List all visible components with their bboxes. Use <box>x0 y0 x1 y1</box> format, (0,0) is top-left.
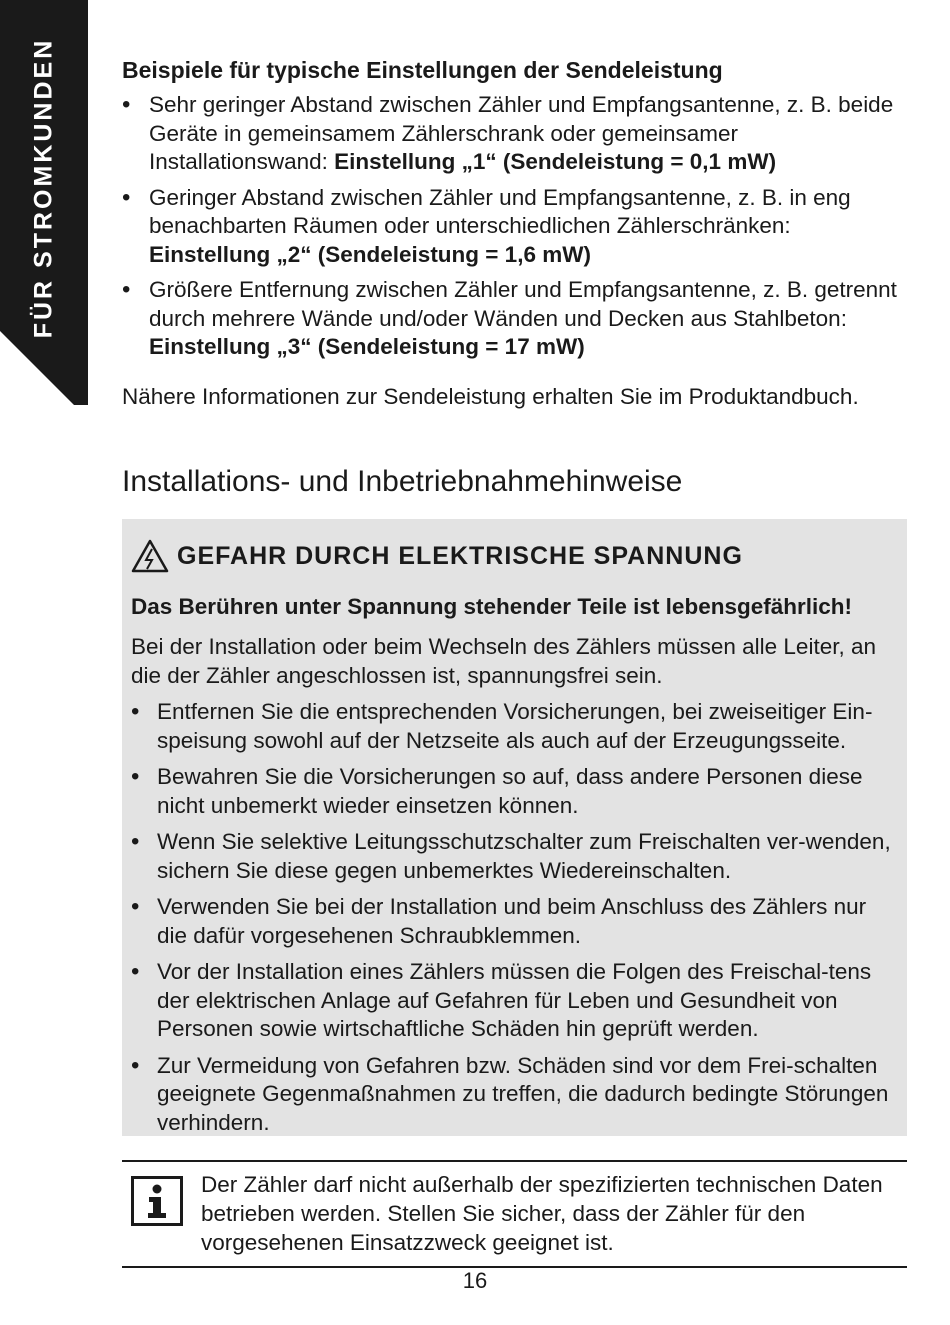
warning-header <box>131 539 901 573</box>
info-note <box>122 1160 907 1268</box>
info-text: Der Zähler darf nicht außerhalb der spezifizierten technischen Daten betrieben werden. Stellen Sie sicher, dass der Zähler für den vorgesehenen Einsatzzweck geeignet ist. <box>201 1172 883 1255</box>
list-item <box>122 91 907 177</box>
page-number: 16 <box>462 1268 488 1293</box>
list-item: • Bewahren Sie die Vorsicherungen so auf, dass andere Personen diese nicht unbemerkt wieder einsetzen können. <box>131 763 901 820</box>
list-item: • Verwenden Sie bei der Installation und beim Anschluss des Zählers nur die dafür vorgesehenen Schraubklemmen. <box>131 893 901 950</box>
side-tab <box>0 0 88 405</box>
warning-subtitle: Das Berühren unter Spannung stehender Teile ist lebensgefährlich! <box>131 594 852 619</box>
side-tab-label: FÜR STROMKUNDEN <box>29 37 58 339</box>
list-item <box>122 276 907 362</box>
settings-list <box>122 91 907 362</box>
section-title: Installations- und Inbetriebnahmehinweise <box>122 465 683 498</box>
list-item-text: Geringer Abstand zwischen Zähler und Empfangsantenne, z. B. in eng benachbarten Räumen oder unterschiedlichen Zählerschränken: <box>149 184 851 238</box>
list-item-setting: Einstellung „2“ (Sendeleistung = 1,6 mW) <box>149 241 591 267</box>
warning-box <box>122 519 907 1136</box>
high-voltage-warning-icon <box>131 539 169 573</box>
settings-section <box>122 56 907 369</box>
list-item: • Entfernen Sie die entsprechenden Vorsicherungen, bei zweiseitiger Ein-speisung sowohl auf der Netzseite als auch auf der Erzeugungsseite. <box>131 698 901 755</box>
list-item-setting: Einstellung „1“ (Sendeleistung = 0,1 mW) <box>334 149 777 174</box>
settings-note: Nähere Informationen zur Sendeleistung erhalten Sie im Produktandbuch. <box>122 384 859 409</box>
list-item: • Vor der Installation eines Zählers müssen die Folgen des Freischal-tens der elektrischen Anlage auf Gefahren für Leben und Gesundheit von Personen sowie wirtschaftliche Schäden hin geprüft werden. <box>131 958 901 1044</box>
warning-intro: Bei der Installation oder beim Wechseln des Zählers müssen alle Leiter, an die der Zähler angeschlossen ist, spannungsfrei sein. <box>131 634 876 688</box>
side-tab-corner-cut <box>0 331 74 405</box>
list-item-text: Größere Entfernung zwischen Zähler und Empfangsantenne, z. B. getrennt durch mehrere Wände und/oder Wänden und Decken aus Stahlbeton: <box>149 277 897 331</box>
settings-heading: Beispiele für typische Einstellungen der Sendeleistung <box>122 57 723 83</box>
list-item-text: Sehr geringer Abstand zwischen Zähler und Empfangsantenne, z. B. beide Geräte in gemeinsamem Zählerschrank oder gemeinsamer Installationswand: <box>149 92 894 174</box>
info-icon <box>131 1176 183 1226</box>
list-item <box>122 184 907 270</box>
warning-list <box>131 698 901 1137</box>
warning-title: GEFAHR DURCH ELEKTRISCHE SPANNUNG <box>177 541 743 570</box>
list-item: • Zur Vermeidung von Gefahren bzw. Schäden sind vor dem Frei-schalten geeignete Gegenmaßnahmen zu treffen, die dadurch bedingte Störungen verhindern. <box>131 1052 901 1138</box>
list-item: • Wenn Sie selektive Leitungsschutzschalter zum Freischalten ver-wenden, sichern Sie diese gegen unbemerktes Wiedereinschalten. <box>131 828 901 885</box>
list-item-setting: Einstellung „3“ (Sendeleistung = 17 mW) <box>149 334 585 359</box>
